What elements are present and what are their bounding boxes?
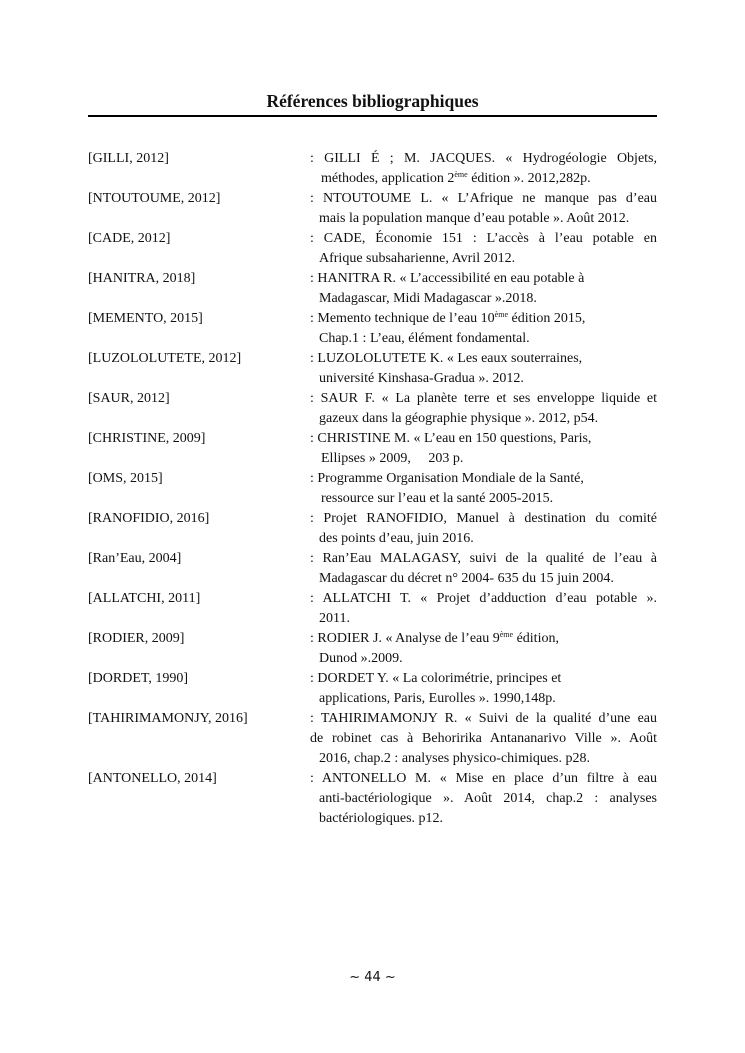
reference-entry: [88, 629, 657, 669]
reference-text-line: : NTOUTOUME L. « L’Afrique ne manque pas d’eau: [310, 191, 657, 206]
reference-key: [HANITRA, 2018]: [88, 271, 196, 286]
reference-text-line: : ALLATCHI T. « Projet d’adduction d’eau potable ».: [310, 591, 657, 606]
reference-entry: [88, 149, 657, 189]
reference-key: [GILLI, 2012]: [88, 151, 169, 166]
reference-entry: [88, 509, 657, 549]
reference-text-line: Afrique subsaharienne, Avril 2012.: [319, 251, 516, 266]
reference-list: [88, 149, 657, 829]
reference-text-line: : SAUR F. « La planète terre et ses enveloppe liquide et: [310, 391, 657, 406]
reference-text-line: des points d’eau, juin 2016.: [319, 531, 474, 546]
reference-key: [ALLATCHI, 2011]: [88, 591, 201, 606]
reference-text-line: gazeux dans la géographie physique ». 2012, p54.: [319, 411, 599, 426]
reference-key: [SAUR, 2012]: [88, 391, 170, 406]
reference-entry: [88, 669, 657, 709]
reference-text-line: 2016, chap.2 : analyses physico-chimiques. p28.: [319, 751, 591, 766]
reference-entry: [88, 769, 657, 829]
reference-text-line: : ANTONELLO M. « Mise en place d’un filtre à eau: [310, 771, 657, 786]
reference-text-line: Madagascar du décret n° 2004- 635 du 15 juin 2004.: [319, 571, 614, 586]
reference-text-line: : GILLI É ; M. JACQUES. « Hydrogéologie Objets,: [310, 151, 657, 166]
reference-text-line: : Ran’Eau MALAGASY, suivi de la qualité de l’eau à: [310, 551, 657, 566]
reference-entry: [88, 389, 657, 429]
reference-entry: [88, 269, 657, 309]
reference-text-line: Dunod ».2009.: [319, 651, 403, 666]
reference-entry: [88, 469, 657, 509]
reference-key: [CADE, 2012]: [88, 231, 171, 246]
reference-text-line: : Projet RANOFIDIO, Manuel à destination du comité: [310, 511, 657, 526]
reference-key: [OMS, 2015]: [88, 471, 163, 486]
title-underline: [88, 115, 657, 117]
reference-key: [RANOFIDIO, 2016]: [88, 511, 210, 526]
reference-key: [RODIER, 2009]: [88, 631, 185, 646]
page-title: Références bibliographiques: [266, 91, 479, 111]
reference-text-line: de robinet cas à Behoririka Antananarivo Ville ». Août: [310, 731, 657, 746]
reference-key: [NTOUTOUME, 2012]: [88, 191, 221, 206]
reference-entry: [88, 309, 657, 349]
reference-key: [LUZOLOLUTETE, 2012]: [88, 351, 242, 366]
reference-text-line: 2011.: [319, 611, 350, 626]
reference-text-line: bactériologiques. p12.: [319, 811, 444, 826]
reference-entry: [88, 349, 657, 389]
reference-text-line: Ellipses » 2009, 203 p.: [321, 451, 464, 466]
reference-entry: [88, 189, 657, 229]
reference-key: [DORDET, 1990]: [88, 671, 189, 686]
reference-entry: [88, 229, 657, 269]
reference-entry: [88, 549, 657, 589]
reference-key: [ANTONELLO, 2014]: [88, 771, 217, 786]
reference-entry: [88, 589, 657, 629]
reference-text-line: : DORDET Y. « La colorimétrie, principes et: [310, 671, 562, 686]
reference-text-line: applications, Paris, Eurolles ». 1990,148p.: [319, 691, 556, 706]
reference-text-line: anti-bactériologique ». Août 2014, chap.2 : analyses: [319, 791, 657, 806]
reference-entry: [88, 709, 657, 769]
reference-key: [MEMENTO, 2015]: [88, 311, 203, 326]
reference-text-line: : LUZOLOLUTETE K. « Les eaux souterraines,: [310, 351, 583, 366]
reference-text-line: Chap.1 : L’eau, élément fondamental.: [319, 331, 530, 346]
reference-text-line: : Memento technique de l’eau 10ème édition 2015,: [310, 310, 586, 326]
reference-text-line: : CADE, Économie 151 : L’accès à l’eau potable en: [310, 231, 657, 246]
reference-text-line: : Programme Organisation Mondiale de la Santé,: [310, 471, 584, 486]
reference-text-line: Madagascar, Midi Madagascar ».2018.: [319, 291, 537, 306]
page-number: ~ 44 ~: [349, 970, 396, 985]
reference-text-line: : CHRISTINE M. « L’eau en 150 questions, Paris,: [310, 431, 592, 446]
reference-text-line: : TAHIRIMAMONJY R. « Suivi de la qualité d’une eau: [310, 711, 657, 726]
reference-text-line: ressource sur l’eau et la santé 2005-2015.: [321, 491, 554, 506]
reference-text-line: : RODIER J. « Analyse de l’eau 9ème édition,: [310, 630, 559, 646]
reference-key: [TAHIRIMAMONJY, 2016]: [88, 711, 248, 726]
reference-text-line: : HANITRA R. « L’accessibilité en eau potable à: [310, 271, 585, 286]
reference-key: [Ran’Eau, 2004]: [88, 551, 182, 566]
reference-key: [CHRISTINE, 2009]: [88, 431, 206, 446]
reference-text-line: méthodes, application 2ème édition ». 2012,282p.: [321, 170, 591, 186]
reference-entry: [88, 429, 657, 469]
reference-text-line: université Kinshasa-Gradua ». 2012.: [319, 371, 524, 386]
reference-text-line: mais la population manque d’eau potable ». Août 2012.: [319, 211, 630, 226]
